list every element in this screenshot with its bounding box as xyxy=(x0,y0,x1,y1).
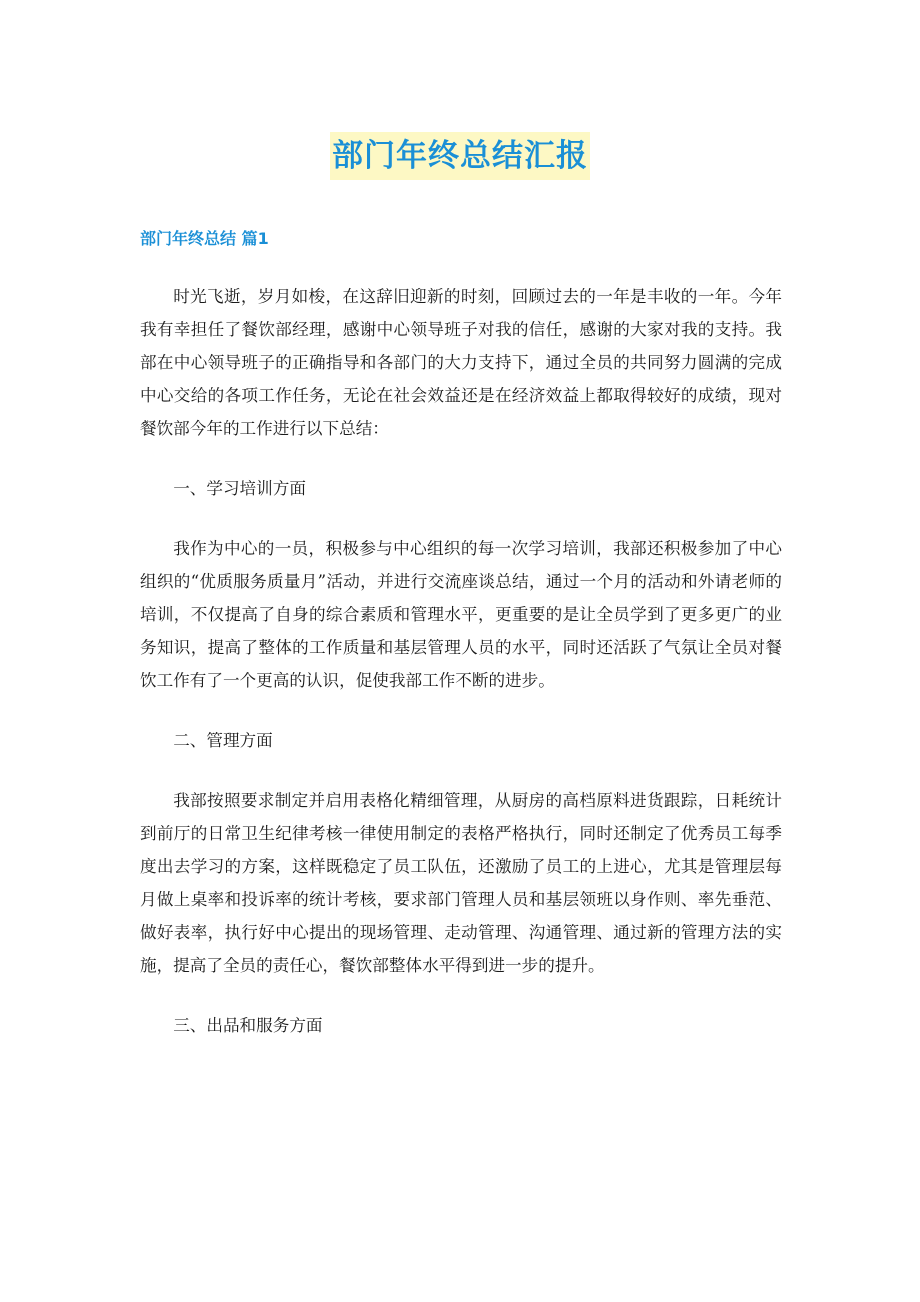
section-body-study: 我作为中心的一员，积极参与中心组织的每一次学习培训，我部还积极参加了中心组织的“优质服务质量月”活动，并进行交流座谈总结，通过一个月的活动和外请老师的培训，不仅提高了自身的综合素质和管理水平，更重要的是让全员学到了更多更广的业务知识，提高了整体的工作质量和基层管理人员的水平，同时还活跃了气氛让全员对餐饮工作有了一个更高的认识，促使我部工作不断的进步。 xyxy=(140,539,782,690)
document-subheading: 部门年终总结 篇1 xyxy=(140,229,269,248)
section-heading-service: 三、出品和服务方面 xyxy=(173,1016,323,1035)
section-heading-management: 二、管理方面 xyxy=(173,731,273,750)
paragraph-gap xyxy=(140,697,782,724)
section-heading-study: 一、学习培训方面 xyxy=(173,479,306,498)
document-body xyxy=(140,280,782,1042)
paragraph-gap xyxy=(140,982,782,1009)
paragraph-gap xyxy=(140,757,782,784)
title-wrapper xyxy=(0,132,920,180)
section-body-management: 我部按照要求制定并启用表格化精细管理，从厨房的高档原料进货跟踪，日耗统计到前厅的日常卫生纪律考核一律使用制定的表格严格执行，同时还制定了优秀员工每季度出去学习的方案，这样既稳定了员工队伍，还激励了员工的上进心，尤其是管理层每月做上桌率和投诉率的统计考核，要求部门管理人员和基层领班以身作则、率先垂范、做好表率，执行好中心提出的现场管理、走动管理、沟通管理、通过新的管理方法的实施，提高了全员的责任心，餐饮部整体水平得到进一步的提升。 xyxy=(140,791,782,975)
intro-paragraph: 时光飞逝，岁月如梭，在这辞旧迎新的时刻，回顾过去的一年是丰收的一年。今年我有幸担任了餐饮部经理，感谢中心领导班子对我的信任，感谢的大家对我的支持。我部在中心领导班子的正确指导和各部门的大力支持下，通过全员的共同努力圆满的完成中心交给的各项工作任务，无论在社会效益还是在经济效益上都取得较好的成绩，现对餐饮部今年的工作进行以下总结： xyxy=(140,287,782,438)
document-title: 部门年终总结汇报 xyxy=(330,132,590,180)
paragraph-gap xyxy=(140,505,782,532)
paragraph-gap xyxy=(140,445,782,472)
